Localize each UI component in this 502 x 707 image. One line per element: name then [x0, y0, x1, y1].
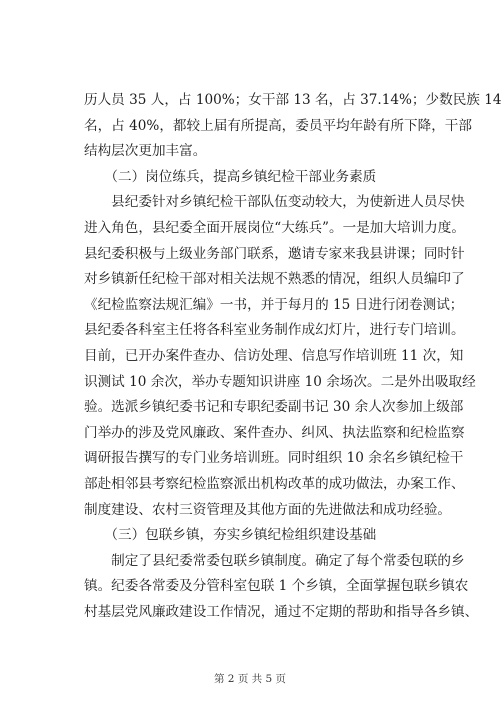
- text-line: 进入角色，县纪委全面开展岗位“大练兵”。一是加大培训力度。: [84, 219, 465, 236]
- section-heading: （二）岗位练兵，提高乡镇纪检干部业务素质: [84, 168, 377, 185]
- text-line: 名，占 40%，都较上届有所提高，委员平均年龄有所下降，干部: [84, 117, 472, 134]
- text-line: 县纪委积极与上级业务部门联系，邀请专家来我县讲课；同时针: [84, 245, 465, 262]
- text-line: 结构层次更加丰富。: [84, 143, 207, 160]
- text-line: 对乡镇新任纪检干部对相关法规不熟悉的情况，组织人员编印了: [84, 271, 465, 288]
- text-line: 县纪委针对乡镇纪检干部队伍变动较大，为使新进人员尽快: [84, 194, 465, 211]
- text-line: 目前，已开办案件查办、信访处理、信息写作培训班 11 次，知: [84, 347, 464, 364]
- text-line: 《纪检监察法规汇编》一书，并于每月的 15 日进行闭卷测试；: [84, 296, 464, 313]
- text-line: 制定了县纪委常委包联乡镇制度。确定了每个常委包联的乡: [84, 552, 465, 569]
- text-line: 县纪委各科室主任将各科室业务制作成幻灯片，进行专门培训。: [84, 322, 465, 339]
- text-line: 村基层党风廉政建设工作情况，通过不定期的帮助和指导各乡镇、: [84, 603, 479, 620]
- section-heading: （三）包联乡镇，夯实乡镇纪检组织建设基础: [84, 527, 377, 544]
- text-line: 镇。纪委各常委及分管科室包联 1 个乡镇，全面掌握包联乡镇农: [84, 578, 469, 595]
- text-line: 调研报告撰写的专门业务培训班。同时组织 10 余名乡镇纪检干: [84, 450, 464, 467]
- body-text: [84, 88, 502, 625]
- text-line: 制度建设、农村三资管理及其他方面的先进做法和成功经验。: [84, 501, 452, 518]
- text-line: 识测试 10 余次，举办专题知识讲座 10 余场次。二是外出吸取经: [84, 373, 476, 390]
- text-line: 验。选派乡镇纪委书记和专职纪委副书记 30 余人次参加上级部: [84, 399, 464, 416]
- text-line: 部赴相邻县考察纪检监察派出机构改革的成功做法，办案工作、: [84, 475, 465, 492]
- text-line: 门举办的涉及党风廉政、案件查办、纠风、执法监察和纪检监察: [84, 424, 465, 441]
- page-number-footer: 第 2 页 共 5 页: [213, 673, 287, 685]
- text-line: 历人员 35 人，占 100%；女干部 13 名，占 37.14%；少数民族 14: [84, 92, 502, 108]
